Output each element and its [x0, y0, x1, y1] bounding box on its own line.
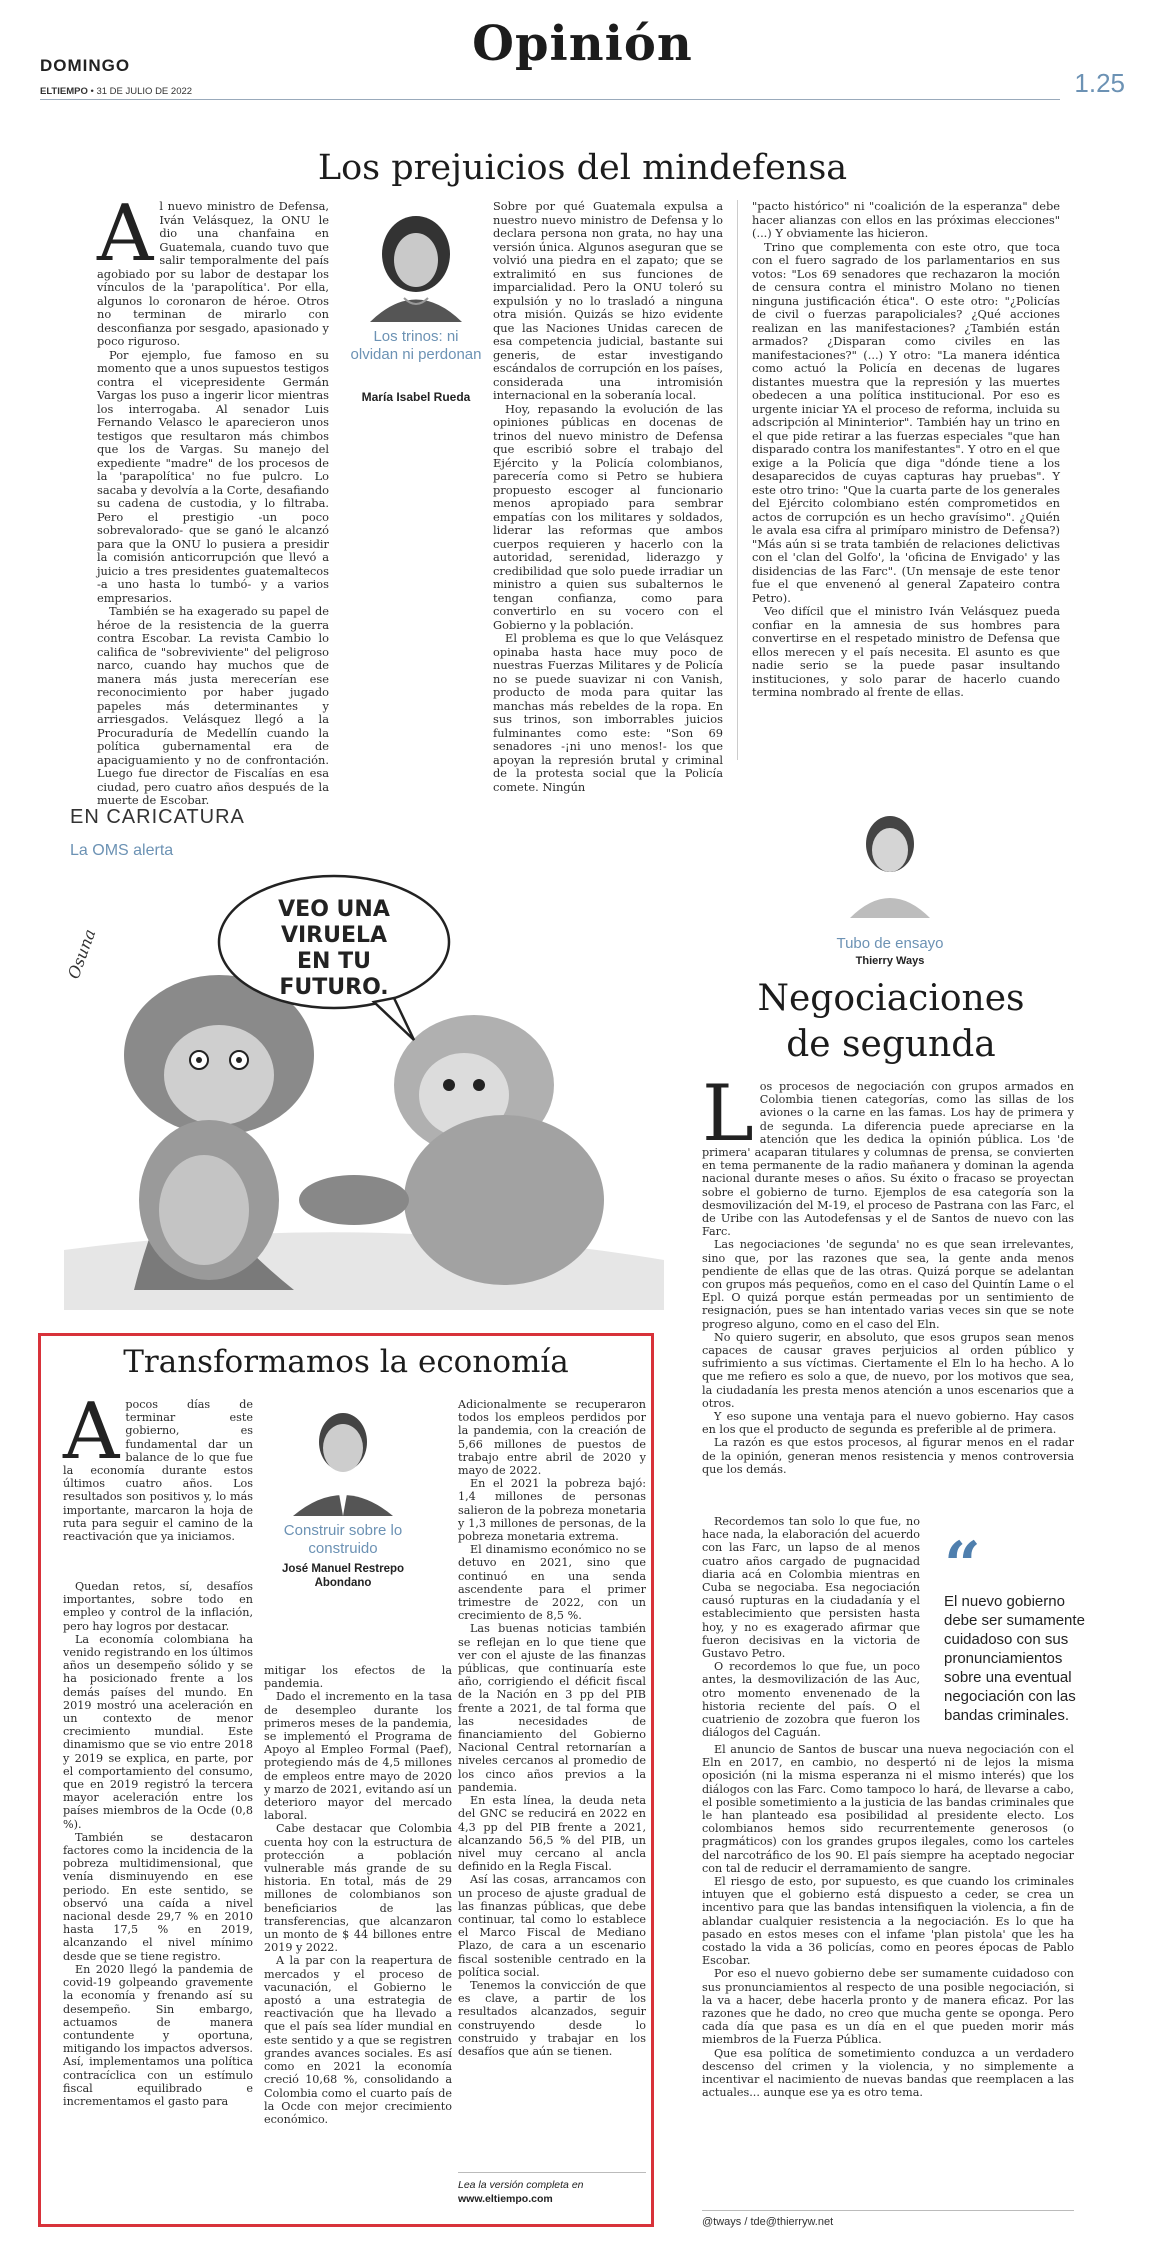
paragraph: Adicionalmente se recuperaron todos los empleos perdidos por la pandemia, con la creación de 5,66 millones de puestos de trabajo entre abril de 2020 y mayo de 2022.	[458, 1398, 646, 1478]
dropcap: L	[702, 1069, 754, 1159]
paragraph: En el 2021 la pobreza bajó: 1,4 millones de personas salieron de la pobreza monetaria y 1,3 millones de personas, de la pobreza monetaria extrema.	[458, 1477, 646, 1544]
footer-note: Lea la versión completa en	[458, 2179, 584, 2191]
column-kicker: Construir sobre lo construido	[283, 1522, 403, 1557]
column-divider	[737, 200, 738, 760]
author-portrait	[842, 806, 938, 918]
paragraph: El problema es que lo que Velásquez opinaba hasta hace muy poco de nuestras Fuerzas Militares y de Policía no se puede suavizar ni con Vanish, producto de moda para quitar las manchas más rebeldes de la ropa. En sus trinos, son imborrables juicios fulminantes como este: "Son 69 senadores -¡ni uno menos!- los que apoyan la represión brutal y criminal de la protesta social que la Policía comete. Ningún	[493, 631, 723, 794]
paragraph: Tenemos la convicción de que es clave, a partir de los resultados alcanzados, seguir construyendo desde lo construido y trabajar en los desafíos que aún se tienen.	[458, 1978, 646, 2058]
paragraph: Por ejemplo, fue famoso en su momento que a unos supuestos testigos contra el vicepresidente Germán Vargas los puso a ingerir licor mientras los interrogaba. Al senador Luis Fernando Velasco le aparecieron unos testigos que resultaron más chimbos que los de Vargas. Su manejo del expediente "madre" de los procesos de la 'parapolítica' no fue pulcro. Lo sacaba y devolvía a la Corte, desafiando su cadena de custodia, y lo filtraba. Pero el prestigio -un poco sobrevalorado- que se ganó le alcanzó para que la ONU lo pusiera a presidir la comisión anticorrupción que llevó a juicio a tres presidentes guatemaltecos -a uno hasta lo tumbó- y a varios empresarios.	[97, 347, 329, 605]
article1-title: Los prejuicios del mindefensa	[317, 148, 848, 188]
column-kicker: Los trinos: ni olvidan ni perdonan	[350, 328, 482, 363]
article3-col1	[63, 1580, 253, 2108]
paragraph: También se destacaron factores como la incidencia de la pobreza multidimensional, que venía disminuyendo en ese periodo. En este sentido, se observó una caída a nivel nacional desde 29,7 % en 2010 hasta 17,5 % en 2019, alcanzando el nivel mínimo desde que se tiene registro.	[63, 1830, 253, 1963]
paragraph: La economía colombiana ha venido registrando en los últimos años un desempeño sólido y se ha posicionado frente a los demás países del mundo. En 2019 mostró una aceleración en un contexto de menor crecimiento mundial. Este dinamismo que se vio entre 2018 y 2019 se explica, en parte, por el comportamiento del consumo, que en 2019 registró la tercera mayor aceleración entre los países miembros de la Ocde (0,8 %).	[63, 1632, 253, 1831]
paragraph: "pacto histórico" ni "coalición de la esperanza" debe hacer alianzas con ellos en las próximas elecciones" (...) Y obviamente las hicieron.	[752, 199, 1060, 240]
article2-body-bottom	[702, 1743, 1074, 2099]
paragraph: Por eso el nuevo gobierno debe ser sumamente cuidadoso con sus pronunciamientos al respecto de una posible negociación, si la va a hacer, debe hacerla pronto y de manera eficaz. Por las razones que he dado, no creo que mucha gente se oponga. Pero cada día que pasa es un día en el que pueden morir más miembros de la Fuerza Pública.	[702, 1967, 1074, 2047]
day-label: DOMINGO	[40, 56, 131, 75]
paragraph: La razón es que estos procesos, al figurar menos en el radar de la opinión, generan menos resistencia y menos controversia que los demás.	[702, 1436, 1074, 1476]
author-portrait	[283, 1398, 403, 1516]
article3-footer-rule	[458, 2172, 646, 2173]
paragraph: Hoy, repasando la evolución de las opiniones públicas en docenas de trinos del nuevo ministro de Defensa que escribió sobre el trabajo del Ejército y la Policía colombianos, parecería como si Petro se hubiera propuesto escoger al funcionario menos apropiado para sembrar empatías con los militares y soldados, liderar las reformas que ambos cuerpos requieren y hacerlo con la autoridad, serenidad, liderazgo y credibilidad que solo puede irradiar un ministro a quien sus subalternos le tengan confianza, como para convertirlo en su vocero con el Gobierno y la población.	[493, 401, 723, 632]
article1-col3	[752, 200, 1060, 700]
paragraph: No quiero sugerir, en absoluto, que esos grupos sean menos capaces de causar graves perjuicios al orden público y sufrimiento a sus víctimas. Ciertamente el Eln lo ha hecho. A lo que me refiero es solo a que, de nuevo, por los motivos que sea, la ciudadanía les presta menos atención a unos escenarios que a otros.	[702, 1330, 1074, 1410]
speech-line: FUTURO.	[279, 975, 389, 1000]
author-name-line: Abondano	[314, 1577, 372, 1589]
paragraph: Cabe destacar que Colombia cuenta hoy con la estructura de protección a población vulnerable más grande de su historia. En total, más de 29 millones de colombianos son beneficiarios de las transferencias, que alcanzaron un monto de $ 44 billones entre 2019 y 2022.	[264, 1822, 452, 1955]
paragraph: En 2020 llegó la pandemia de covid-19 golpeando gravemente la economía y frenando así su desempeño. Sin embargo, actuamos de manera contundente y oportuna, mitigando los impactos adversos. Así, implementamos una política contracíclica con un estímulo fiscal equilibrado e incrementamos el gasto para	[63, 1962, 253, 2108]
paragraph: Dado el incremento en la tasa de desempleo durante los primeros meses de la pandemia, se implementó el Programa de Apoyo al Empleo Formal (Paef), protegiendo más de 4,5 millones de empleos entre mayo de 2020 y marzo de 2021, evitando así un deterioro mayor del mercado laboral.	[264, 1690, 452, 1823]
article2-title	[706, 976, 1076, 1068]
dropcap: A	[63, 1387, 120, 1477]
speech-line: VEO UNA	[278, 897, 390, 922]
author-portrait	[356, 202, 476, 322]
article1-col1	[97, 189, 329, 808]
article1-col2	[493, 200, 723, 794]
article3-title: Transformamos la economía	[123, 1344, 569, 1380]
section-title: Opinión	[472, 16, 693, 72]
speech-line: VIRUELA	[280, 923, 388, 948]
author-name: María Isabel Rueda	[361, 390, 471, 404]
author-name: Thierry Ways	[855, 955, 925, 967]
paragraph: El riesgo de esto, por supuesto, es que cuando los criminales intuyen que el gobierno está dispuesto a ceder, se crea un incentivo para que las bandas intensifiquen la violencia, a fin de ablandar cualquier resistencia a la negociación. Es lo que ha pasado en estos meses con el infame 'plan pistola' que les ha costado la vida a 36 policías, como en peores épocas de Pablo Escobar.	[702, 1875, 1074, 1968]
dropcap: A	[97, 189, 154, 279]
cartoonist-signature: Osuna	[63, 926, 100, 982]
cartoon-label: EN CARICATURA	[70, 806, 245, 828]
footer-link[interactable]: www.eltiempo.com	[458, 2193, 553, 2205]
paragraph: Veo difícil que el ministro Iván Velásquez pueda confiar en la amnesia de sus hombres para convertirse en el respetado ministro de Defensa que ellos merecen y el país necesita. El asunto es que nadie serio se la puede pasar insultando instituciones, y solo parar de hacerlo cuando termina nombrado al frente de ellas.	[752, 604, 1060, 699]
article3-col3	[458, 1398, 646, 2058]
paragraph: pocos días de terminar este gobierno, es fundamental dar un balance de lo que fue la economía durante estos últimos cuatro años. Los resultados son positivos y, lo más importante, marcaron la hoja de ruta para seguir el camino de la reactivación que ya iniciamos.	[63, 1398, 253, 1544]
article2-footer-rule	[702, 2210, 1074, 2211]
paragraph: Recordemos tan solo lo que fue, no hace nada, la elaboración del acuerdo con las Farc, un lapso de al menos cuatro años cargado de pugnacidad diaria acá en Colombia mientras en Cuba se negociaba. Esa negociación causó rupturas en la ciudadanía y el establecimiento que persisten hasta hoy, y no es exagerado afirmar que fueron decisivas en la victoria de Gustavo Petro.	[702, 1515, 920, 1661]
paragraph: Quedan retos, sí, desafíos importantes, sobre todo en empleo y control de la inflación, pero hay logros por destacar.	[63, 1580, 253, 1633]
paragraph: En esta línea, la deuda neta del GNC se reducirá en 2022 en 4,3 pp del PIB frente a 2021, alcanzando 56,5 % del PIB, un nivel muy cercano al ancla definido en la Regla Fiscal.	[458, 1794, 646, 1874]
article3-footer	[458, 2178, 646, 2206]
paragraph: El anuncio de Santos de buscar una nueva negociación con el Eln en 2017, en cambio, no despertó ni de lejos la misma oposición (ni la misma esperanza ni el mismo interés) que los diálogos con las Farc. Como tampoco lo hará, de llevarse a cabo, el posible sometimiento a la justicia de las bandas criminales que le han planteado esa posibilidad al presidente electo. Los colombianos hemos sido recurrentemente generosos (o pragmáticos) con los grandes grupos ilegales, como los carteles del narcotráfico de los 90. El país siempre ha aceptado negociar con tal de reducir el derramamiento de sangre.	[702, 1743, 1074, 1875]
issue-date: • 31 DE JULIO DE 2022	[90, 86, 193, 97]
paragraph: O recordemos lo que fue, un poco antes, la desmovilización de las Auc, otro momento envenenado de la historia reciente del país. O el cuatrienio de zozobra que fueron los diálogos del Caguán.	[702, 1660, 920, 1740]
paragraph: También se ha exagerado su papel de héroe de la resistencia de la guerra contra Escobar. La revista Cambio lo califica de "sobreviviente" del peligroso narco, cuando hay muchos que de manera más justa merecerían ese reconocimiento por haber jugado papeles más determinantes y arriesgados. Velásquez llegó a la Procuraduría de Medellín cuando la política gubernamental era de apaciguamiento y no de confrontación. Luego fue director de Fiscalías en esa ciudad, pero cuatro años después de la muerte de Escobar.	[97, 604, 329, 807]
paragraph: Y eso supone una ventaja para el nuevo gobierno. Hay casos en los que el producto de segunda es preferible al de primera.	[702, 1410, 1074, 1437]
paragraph: l nuevo ministro de Defensa, Iván Velásquez, la ONU le dio una chanfaina en Guatemala, cuando tuvo que salir temporalmente del país agobiado por su labor de destapar los vínculos de la 'parapolítica'. Por ella, algunos lo coronaron de héroe. Otros no terminan de mirarlo con desconfianza por sesgado, apasionado y poco riguroso.	[97, 199, 329, 348]
article2-title-line: de segunda	[786, 1024, 996, 1065]
pull-quote	[944, 1528, 1094, 1725]
paragraph: El dinamismo económico no se detuvo en 2021, sino que continuó en una senda ascendente para el primer trimestre de 2022, con un crecimiento de 8,5 %.	[458, 1543, 646, 1623]
article2-title-line: Negociaciones	[757, 978, 1025, 1019]
paragraph: Las buenas noticias también se reflejan en lo que tiene que ver con el ajuste de las finanzas públicas, que continuaría este año, corrigiendo el déficit fiscal de la Nación en 3 pp del PIB frente a 2021, de tal forma que las necesidades de financiamiento del Gobierno Nacional Central retornarían a niveles cercanos al promedio de los cinco años previos a la pandemia.	[458, 1622, 646, 1794]
paragraph: Que esa política de sometimiento conduzca a un verdadero descenso del crimen y la violencia, y no simplemente a incentivar el nacimiento de nuevas bandas que reemplacen a las actuales... aunque ese ya es otro tema.	[702, 2046, 1074, 2100]
paragraph: os procesos de negociación con grupos armados en Colombia tienen categorías, como las sillas de los aviones o la carne en las famas. Los hay de primera y de segunda. La diferencia puede apreciarse en la atención que les dedica la opinión pública. Los 'de primera' acaparan titulares y columnas de prensa, se convierten en tema permanente de la radio mañanera y dominan la agenda nacional durante meses o años. Su éxito o fracaso se proyectan sobre el gobierno de turno. Ejemplos de esa categoría son la desmovilización del M-19, el proceso de Pastrana con las Farc, el de Uribe con las Autodefensas y el de Santos de nuevo con las Farc.	[702, 1080, 1074, 1239]
article3-col1-top	[63, 1387, 253, 1544]
article2-footer: @tways / tde@thierryw.net	[702, 2216, 834, 2228]
cartoon-image	[44, 870, 684, 1310]
paragraph: Trino que complementa con este otro, que toca con el fuero sagrado de los parlamentarios en sus votos: "Los 69 senadores que rechazaron la moción de censura contra el ministro Molano no tienen ninguna justificación ética". O este otro: "¿Policías de civil o fuerzas parapoliciales? ¿Qué acciones realizan en las manifestaciones? ¿También están armados? ¿Disparan como civiles en las manifestaciones?" (...) Y otro: "La manera idéntica como actuó la Policía en decenas de lugares distantes muestra que la represión y las muertes obedecen a una política institucional. Por eso es urgente iniciar YA el proceso de reforma, incluida su adscripción al Mininterior". También hay un trino en el que pide retirar a las fuerzas especiales "que han disparado contra los manifestantes". Y otro en el que exige a la Policía que diga "dónde tiene a los desaparecidos de cuyas capturas hay pruebas". Y este otro trino: "Que la cuarta parte de los generales del Ejército colombiano estén comprometidos en actos de corrupción es un hecho gravísimo". ¿Quién le avala esa cifra al primíparo ministro de Defensa?) "Más aún si se trata también de relaciones delictivas con el 'clan del Golfo', la 'oficina de Envigado' y las disidencias de las Farc". (Un mensaje de este tenor fue el que envenenó al general Zapateiro contra Petro).	[752, 239, 1060, 605]
masthead-rule	[40, 99, 1060, 100]
author-name-line: José Manuel Restrepo	[281, 1563, 405, 1575]
paragraph: Las negociaciones 'de segunda' no es que sean irrelevantes, sino que, por las razones que sea, la gente anda menos pendiente de ellas que de las otras. Quizá porque se adelantan con grupos más pequeños, como en el caso del Quintín Lame o el Epl. O quizá porque están permeadas por un sentimiento de resignación, pues se han intentado varias veces sin que se note progreso alguno, como en el caso del Eln.	[702, 1238, 1074, 1331]
date-line	[40, 86, 192, 97]
paragraph: Así las cosas, arrancamos con un proceso de ajuste gradual de las finanzas públicas, que debe continuar, tal como lo establece el Marco Fiscal de Mediano Plazo, de cara a un escenario fiscal sostenible centrado en la política social.	[458, 1873, 646, 1979]
column-kicker: Tubo de ensayo	[836, 935, 944, 952]
quote-mark-icon: “	[944, 1528, 981, 1603]
article2-body-narrow	[702, 1515, 920, 1739]
article2-body	[702, 1069, 1074, 1476]
page-number: 1.25	[1074, 68, 1125, 98]
article3-col2	[264, 1664, 452, 2126]
brand-name: ELTIEMPO	[40, 86, 88, 97]
author-name	[256, 1562, 430, 1590]
speech-line: EN TU	[297, 949, 371, 974]
paragraph: mitigar los efectos de la pandemia.	[264, 1664, 452, 1691]
cartoon-title: La OMS alerta	[70, 842, 174, 859]
paragraph: A la par con la reapertura de mercados y el proceso de vacunación, el Gobierno le apostó a una estrategia de reactivación que ha llevado a que el país sea líder mundial en este sentido y a que se registren grandes avances sociales. Es así como en 2021 la economía creció 10,68 %, consolidando a Colombia como el cuarto país de la Ocde con mejor crecimiento económico.	[264, 1954, 452, 2126]
paragraph: Sobre por qué Guatemala expulsa a nuestro nuevo ministro de Defensa y lo declara persona non grata, no hay una versión única. Algunos aseguran que se volvió una piedra en el zapato; que se extralimitó en sus funciones de imparcialidad. Pero la ONU toleró su expulsión y no lo trasladó a ninguna otra misión. Quizás se hizo evidente que las Naciones Unidas carecen de esa competencia judicial, bastante sui generis, de estar investigando escándalos de corrupción en los países, considerada una intromisión internacional en la soberanía local.	[493, 199, 723, 402]
pull-quote-text: El nuevo gobierno debe ser sumamente cuidadoso con sus pronunciamientos sobre una eventual negociación con las bandas criminales.	[944, 1593, 1085, 1724]
